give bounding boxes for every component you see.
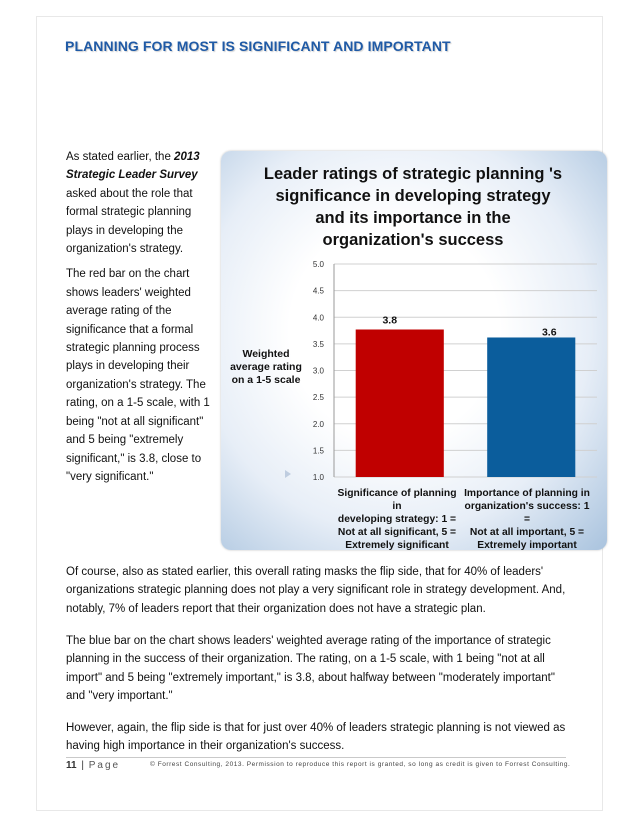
y-axis-label-line: average rating xyxy=(230,361,302,373)
body-paragraph-flip-side xyxy=(66,563,566,618)
body-paragraph-blue-bar xyxy=(66,632,566,706)
y-tick-label: 3.5 xyxy=(312,339,324,349)
category-label-line: Not at all significant, 5 = xyxy=(337,527,457,538)
intro-paragraph xyxy=(66,148,216,258)
page-heading: PLANNING FOR MOST IS SIGNIFICANT AND IMPORTANT xyxy=(65,38,451,54)
category-label-line: developing strategy: 1 = xyxy=(337,514,457,525)
page-number: 11 xyxy=(66,760,77,771)
category-label-line: Importance of planning in xyxy=(464,488,590,499)
category-label-importance xyxy=(463,487,591,552)
y-axis-label-line: Weighted xyxy=(242,348,290,360)
category-label-line: Extremely significant xyxy=(345,540,449,551)
chart-title-line: significance in developing strategy xyxy=(275,187,551,205)
intro-start: As stated earlier, the xyxy=(66,151,171,163)
paragraph-text: The blue bar on the chart shows leaders' weighted average rating of the importance of strategic planning in the success of their organization. The rating, on a 1-5 scale, with 1 being "not at all import" and 5 being "extremely important," is 3.8, about halfway between "moderately important" and "very important." xyxy=(66,635,555,703)
footer-separator: | xyxy=(81,760,84,771)
copyright-notice: © Forrest Consulting, 2013. Permission to reproduce this report is granted, so long as credit is given to Forrest Consulting. xyxy=(150,761,571,768)
page-footer xyxy=(66,760,586,771)
data-label: 3.8 xyxy=(382,314,398,327)
y-axis-label-line: on a 1-5 scale xyxy=(231,374,301,386)
category-label-line: Significance of planning in xyxy=(337,488,457,512)
chart-title-line: Leader ratings of strategic planning 's xyxy=(263,165,563,183)
red-bar-paragraph: The red bar on the chart shows leaders' weighted average rating of the significance that a formal strategic planning process plays in developing their organization's strategy. The rating, on a 1-5 scale, with 1 being "not at all significant" and 5 being "extremely significant," is 3.8, close to "very significant." xyxy=(66,268,210,483)
category-label-line: Not at all important, 5 = xyxy=(469,527,585,538)
y-tick-label: 2.5 xyxy=(312,393,324,403)
data-label: 3.6 xyxy=(541,326,557,339)
body-paragraph-however xyxy=(66,719,566,756)
y-tick-label: 4.5 xyxy=(312,286,324,296)
y-tick-label: 5.0 xyxy=(312,260,324,269)
y-tick-label: 1.0 xyxy=(312,473,324,482)
chart-title-line: and its importance in the xyxy=(315,209,511,227)
category-label-line: organization's success: 1 = xyxy=(464,501,590,525)
y-axis-label xyxy=(228,348,304,387)
y-tick-label: 2.0 xyxy=(312,419,324,429)
chart-title-line: organization's success xyxy=(322,231,504,249)
axis-marker xyxy=(285,470,291,478)
bar-significance xyxy=(356,329,444,477)
y-tick-label: 4.0 xyxy=(312,313,324,323)
left-column-text xyxy=(66,148,216,493)
footer-divider xyxy=(66,757,566,758)
y-tick-label: 1.5 xyxy=(312,446,324,456)
paragraph-text: However, again, the flip side is that for just over 40% of leaders strategic planning is not viewed as having high importance in their organization's success. xyxy=(66,722,566,753)
y-tick-label: 3.0 xyxy=(312,366,324,376)
paragraph-text: Of course, also as stated earlier, this overall rating masks the flip side, that for 40% of leaders' organizations strategic planning does not play a very significant role in strategy development. And, notably, 7% of leaders report that their organization does not have a strategic plan. xyxy=(66,566,566,615)
page-word: Page xyxy=(88,760,121,771)
bar-importance xyxy=(487,337,575,477)
category-label-line: Extremely important xyxy=(477,540,577,551)
category-label-significance xyxy=(333,487,461,552)
intro-end: asked about the role that formal strategic planning plays in developing the organization's strategy. xyxy=(66,187,193,256)
survey-name: 2013 Strategic Leader Survey xyxy=(66,151,200,182)
